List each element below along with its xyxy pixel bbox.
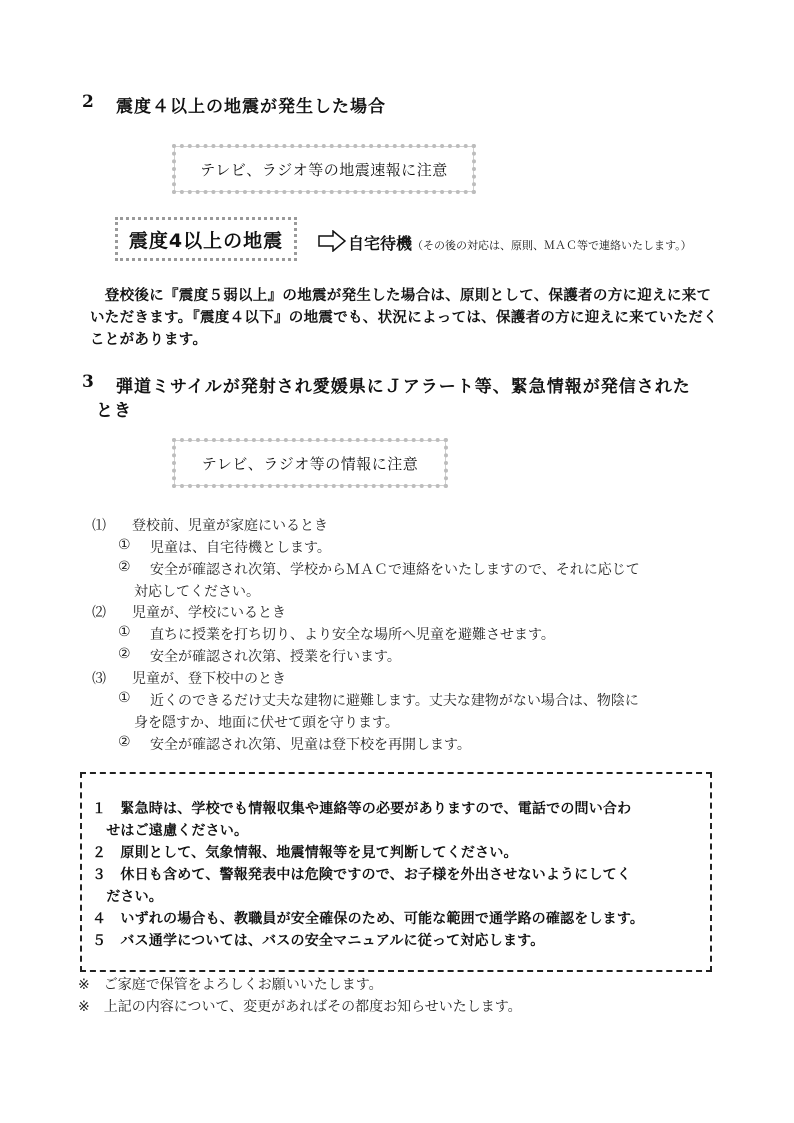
- section3-title-line2: とき: [96, 401, 132, 421]
- section2-paragraph: 登校後に『震度５弱以上』の地震が発生した場合は、原則として、保護者の方に迎えに来ていただきます。『震度４以下』の地震でも、状況によっては、保護者の方に迎えに来ていただくことがあります。: [90, 287, 718, 348]
- missile-notice-text: テレビ、ラジオ等の情報に注意: [201, 454, 419, 473]
- case1-label: ⑴: [92, 518, 106, 534]
- case2-item2-text: 安全が確認され次第、授業を行います。: [150, 649, 401, 665]
- case3-item1-text-cont: 身を隠すか、地面に伏せて頭を守ります。: [134, 715, 399, 731]
- case3-item2-text: 安全が確認され次第、児童は登下校を再開します。: [150, 737, 471, 753]
- case2-title: 児童が、学校にいるとき: [132, 605, 286, 621]
- case1-item1-text: 児童は、自宅待機とします。: [150, 540, 331, 556]
- case1-item2-text-cont: 対応してください。: [134, 584, 260, 600]
- section3-number: 3: [82, 372, 95, 392]
- missile-notice-box: [174, 440, 446, 486]
- case1-item2-text: 安全が確認され次第、学校からＭＡＣで連絡をいたしますので、それに応じて: [150, 562, 640, 578]
- case2-item1-text: 直ちに授業を打ち切り、より安全な場所へ児童を避難させます。: [150, 627, 555, 643]
- earthquake-notice-box: [174, 146, 474, 192]
- case2-label: ⑵: [92, 605, 106, 621]
- home-wait-label: 自宅待機: [348, 234, 413, 253]
- note-line-3: ３ 休日も含めて、警報発表中は危険ですので、お子様を外出させないようにしてく: [92, 867, 632, 883]
- note-line-1: １ 緊急時は、学校でも情報収集や連絡等の必要がありますので、電話での問い合わ: [92, 801, 632, 817]
- case3-item2-mark: ②: [118, 734, 131, 750]
- section2-number: 2: [82, 92, 95, 112]
- home-wait-instruction: [348, 231, 692, 254]
- footnote-1: ※ ご家庭で保管をよろしくお願いいたします。: [78, 977, 383, 993]
- note-line-1-cont: せはご遠慮ください。: [92, 823, 249, 839]
- footnote-2: ※ 上記の内容について、変更があればその都度お知らせいたします。: [78, 999, 522, 1015]
- case1-title: 登校前、児童が家庭にいるとき: [132, 518, 328, 534]
- quake-level-label: [116, 218, 296, 260]
- case2-item2-mark: ②: [118, 646, 131, 662]
- note-line-4: ４ いずれの場合も、教職員が安全確保のため、可能な範囲で通学路の確認をします。: [92, 911, 645, 927]
- note-line-5: ５ バス通学については、バスの安全マニュアルに従って対応します。: [92, 933, 545, 949]
- section2-title: 震度４以上の地震が発生した場合: [116, 97, 386, 117]
- case3-item1-text: 近くのできるだけ丈夫な建物に避難します。丈夫な建物がない場合は、物陰に: [150, 693, 639, 709]
- case1-item1-mark: ①: [118, 537, 131, 553]
- section3-title-line1: 弾道ミサイルが発射され愛媛県にＪアラート等、緊急情報が発信された: [116, 377, 691, 397]
- note-line-3-cont: ださい。: [92, 889, 163, 905]
- case2-item1-mark: ①: [118, 624, 131, 640]
- quake-level-text: 震度4以上の地震: [128, 229, 284, 252]
- case3-title: 児童が、登下校中のとき: [132, 671, 286, 687]
- right-arrow-icon: [318, 230, 346, 252]
- home-wait-note: （その後の対応は、原則、ＭＡＣ等で連絡いたします。）: [412, 239, 692, 252]
- earthquake-notice-text: テレビ、ラジオ等の地震速報に注意: [200, 160, 448, 179]
- case1-item2-mark: ②: [118, 559, 131, 575]
- note-line-2: ２ 原則として、気象情報、地震情報等を見て判断してください。: [92, 845, 518, 861]
- case3-item1-mark: ①: [118, 690, 131, 706]
- case3-label: ⑶: [92, 671, 106, 687]
